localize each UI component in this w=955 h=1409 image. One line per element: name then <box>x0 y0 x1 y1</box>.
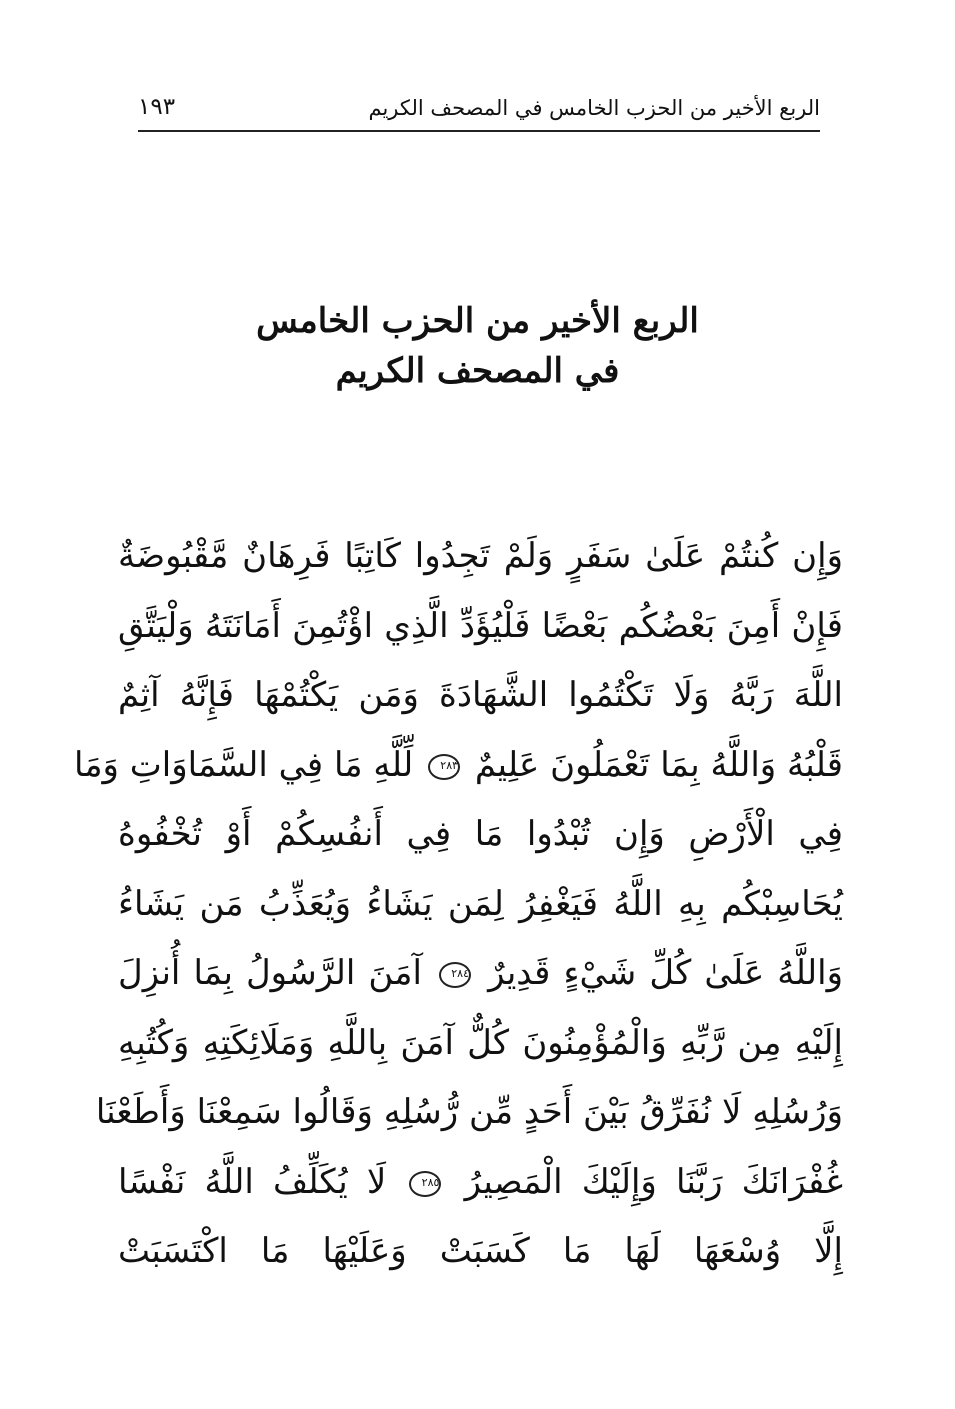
verse-line-10 <box>118 1148 843 1218</box>
verse-line-10-part-a: غُفْرَانَكَ رَبَّنَا وَإِلَيْكَ الْمَصِيرُ <box>464 1161 843 1202</box>
verse-line-7-part-a: وَاللَّهُ عَلَىٰ كُلِّ شَيْءٍ قَدِيرٌ <box>488 953 844 993</box>
verse-line-1: وَإِن كُنتُمْ عَلَىٰ سَفَرٍ وَلَمْ تَجِدُوا كَاتِبًا فَرِهَانٌ مَّقْبُوضَةٌ <box>118 536 843 576</box>
ayah-number-marker: ٢٨٥ <box>409 1171 441 1197</box>
verse-line-2: فَإِنْ أَمِنَ بَعْضُكُم بَعْضًا فَلْيُؤَدِّ الَّذِي اؤْتُمِنَ أَمَانَتَهُ وَلْيَتَّقِ <box>118 605 843 646</box>
verse-line-8: إِلَيْهِ مِن رَّبِّهِ وَالْمُؤْمِنُونَ كُلٌّ آمَنَ بِاللَّهِ وَمَلَائِكَتِهِ وَكُتُبِهِ <box>118 1022 843 1063</box>
verse-line-4 <box>73 731 843 801</box>
verse-line-4-part-b: لِّلَّهِ مَا فِي السَّمَاوَاتِ وَمَا <box>73 744 414 785</box>
running-title: الربع الأخير من الحزب الخامس في المصحف الكريم <box>368 96 820 120</box>
section-title-line-1: الربع الأخير من الحزب الخامس <box>256 301 699 341</box>
verse-line-11: إِلَّا وُسْعَهَا لَهَا مَا كَسَبَتْ وَعَلَيْهَا مَا اكْتَسَبَتْ <box>118 1231 843 1271</box>
section-title-line-2: في المصحف الكريم <box>335 351 620 391</box>
verse-line-10-part-b: لَا يُكَلِّفُ اللَّهُ نَفْسًا <box>118 1161 387 1202</box>
verse-line-3: اللَّهَ رَبَّهُ وَلَا تَكْتُمُوا الشَّهَادَةَ وَمَن يَكْتُمْهَا فَإِنَّهُ آثِمٌ <box>118 675 843 715</box>
running-header <box>138 92 820 132</box>
ayah-number-marker: ٢٨٤ <box>439 962 471 988</box>
verse-block <box>73 522 844 1287</box>
verse-line-6: يُحَاسِبْكُم بِهِ اللَّهُ فَيَغْفِرُ لِمَن يَشَاءُ وَيُعَذِّبُ مَن يَشَاءُ <box>118 883 843 924</box>
verse-line-5: فِي الْأَرْضِ وَإِن تُبْدُوا مَا فِي أَنفُسِكُمْ أَوْ تُخْفُوهُ <box>118 814 843 854</box>
verse-line-4-part-a: قَلْبُهُ وَاللَّهُ بِمَا تَعْمَلُونَ عَلِيمٌ <box>474 744 843 785</box>
verse-line-9: وَرُسُلِهِ لَا نُفَرِّقُ بَيْنَ أَحَدٍ مِّن رُّسُلِهِ وَقَالُوا سَمِعْنَا وَأَطَعْنَا <box>95 1092 843 1132</box>
verse-line-7 <box>118 939 843 1009</box>
section-title <box>200 296 755 396</box>
verse-line-7-part-b: آمَنَ الرَّسُولُ بِمَا أُنزِلَ <box>118 953 422 993</box>
ayah-number-marker: ٢٨٣ <box>428 754 460 780</box>
header-rule <box>138 130 820 132</box>
page-number: ١٩٣ <box>138 94 176 120</box>
